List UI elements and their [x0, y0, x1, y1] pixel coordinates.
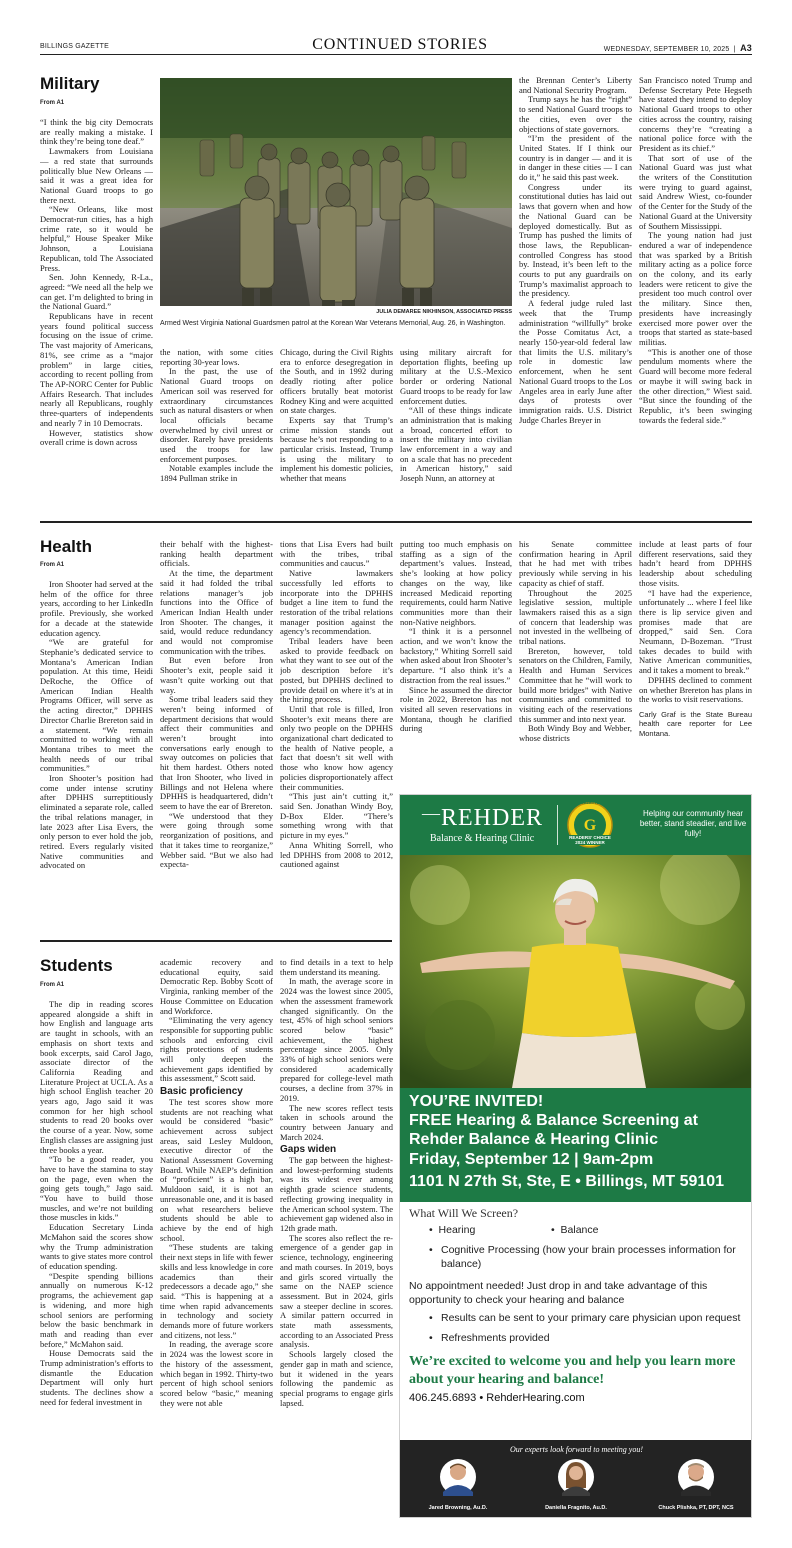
paragraph: academic recovery and educational equity, said Democratic Rep. Bobby Scott of Virginia, ranking member of the House Committee on Education and Workforce. — [160, 958, 273, 1016]
paragraph: Notable examples include the 1894 Pullman strike in — [160, 463, 273, 484]
health-col-3 — [280, 540, 393, 940]
screen-list — [429, 1223, 745, 1271]
paragraph: “All of these things indicate an administration that is making a broad, concerted effort to insert the military into civilian law enforcement in a way and on a scale that has no precedent in American history,” said Joseph Nunn, an attorney at — [400, 405, 512, 484]
avatar — [557, 1458, 595, 1498]
avatar — [677, 1458, 715, 1498]
paragraph: Until that role is filled, Iron Shooter’s exit means there are only two people on the DPHHS organizational chart dedicated to the health of Native people, a fact that doesn’t sit well with those who know how agency policies disproportionately affect their communities. — [280, 703, 393, 792]
paragraph: The young nation had just endured a war of independence that was sparked by a British military acting as a police force on the colony, and its early leaders were reticent to give the president too much control over the military. Since then, presidents have increasingly exercised more power over the troops that started as state-based militias. — [639, 230, 752, 347]
paragraph: include at least parts of four different reservations, said they hadn’t heard from DPHHS leadership about scheduling those visits. — [639, 540, 752, 588]
military-col-3 — [280, 348, 393, 508]
rehder-ad[interactable] — [399, 794, 752, 1518]
invite-line-2: FREE Hearing & Balance Screening at — [409, 1112, 698, 1129]
expert-card — [408, 1458, 508, 1511]
expert-name: Daniella Fragnito, Au.D. — [545, 1505, 607, 1511]
military-col-2 — [160, 348, 273, 508]
invite-address: 1101 N 27th St, Ste, E • Billings, MT 59101 — [409, 1173, 725, 1190]
contact-info[interactable]: 406.245.6893 • RehderHearing.com — [409, 1392, 585, 1404]
health-col-4 — [400, 540, 512, 788]
paragraph: “To be a good reader, you have to have the stamina to stay on the page, even when the going gets tough,” Jago said. “You have to build those muscles, and we’re not building those muscles in kids.” — [40, 1154, 153, 1223]
paragraph: Tribal leaders have been asked to provide feedback on what they want to see out of the job description before it’s posted, but DPHHS declined to provide detail on where it’s at in the hiring process. — [280, 636, 393, 705]
paragraph: Trump says he has the “right” to send National Guard troops to the cities, even over the objections of state governors. — [519, 94, 632, 134]
paragraph: Iron Shooter had served at the helm of the office for three years, according to her LinkedIn profile. Previously, she worked for a decade at the statewide education agency. — [40, 580, 153, 638]
paragraph: their behalf with the highest-ranking health department officials. — [160, 540, 273, 569]
paragraph: “Despite spending billions annually on numerous K-12 programs, the achievement gap is widening, and more high school seniors are performing below the basic benchmark in math and reading than ever before,” McMahon said. — [40, 1270, 153, 1349]
ad-banner — [400, 795, 752, 855]
invite-line-3: Rehder Balance & Hearing Clinic — [409, 1131, 658, 1148]
paragraph: That sort of use of the National Guard was just what the writers of the Constitution were trying to guard against, said Andrew Wiest, co-founder of the Center for the Study of the National Guard at the University of Southern Mississippi. — [639, 152, 752, 231]
header-page-number: A3 — [740, 43, 752, 53]
paragraph: The test scores show more students are not reaching what would be considered “basic” achievement across subject areas, said Lesley Muldoon, executive director of the National Assessment Governing Board. While NAEP’s definition of “proficient” is a high bar, Muldoon said, it is not an unreasonable one, and it is based on what researchers believe students should be able to achieve by the end of high school. — [160, 1096, 273, 1243]
paragraph: The gap between the highest- and lowest-performing students was its widest ever among eighth grade science students, reflecting growing inequality in the American school system. The achievement gap widened also in 12th grade math. — [280, 1155, 393, 1233]
paragraph: “I have had the experience, unfortunately ... where I feel like there is lip service given and promises made that are dropped,” said Sen. Cora Neumann, D-Bozeman. “Trust takes decades to build with Native American communities, and it takes a moment to break.” — [639, 587, 752, 676]
paragraph: Anna Whiting Sorrell, who led DPHHS from 2008 to 2012, cautioned against — [280, 839, 393, 870]
benefits-list — [429, 1311, 745, 1345]
paragraph: “This is another one of those pendulum moments where the Guard will become more federal or maybe it will swing back in the other direction,” Wiest said. “But since the founding of the Republic, it’s been swinging towards the federal side.” — [639, 346, 752, 425]
paragraph: Chicago, during the Civil Rights era to enforce desegregation in the South, and in 1992 during deadly rioting after police officers brutally beat motorist Rodney King and were acquitted on state charges. — [280, 348, 393, 416]
paragraph: Sen. John Kennedy, R-La., agreed: “We need all the help we can get. I’m delighted to bring in the National Guard.” — [40, 272, 153, 312]
benefit-item: • Results can be sent to your primary care physician upon request — [429, 1311, 745, 1325]
expert-card — [644, 1458, 748, 1511]
badge-mid: READERS’ CHOICE — [569, 835, 611, 840]
health-title: Health — [40, 537, 92, 556]
paragraph: “This just ain’t cutting it,” said Sen. Jonathan Windy Boy, D-Box Elder. “There’s something wrong with that picture in my eyes.” — [280, 791, 393, 841]
subhead-basic-proficiency: Basic proficiency — [160, 1086, 243, 1098]
guardsmen-photo-illustration — [160, 78, 512, 306]
paragraph: Schools largely closed the gender gap in math and science, but it widened in the years following the pandemic as special programs to engage girls lapsed. — [280, 1349, 393, 1408]
paragraph: “We understood that they were going through some reorganization of positions, and that it takes time to reorganize,” Webber said. “But we also had expecta- — [160, 810, 273, 870]
header-date-text: WEDNESDAY, SEPTEMBER 10, 2025 — [603, 46, 730, 53]
health-col-2 — [160, 540, 273, 940]
paragraph: The scores also reflect the re-emergence of a gender gap in science, technology, engineering and math courses. In 2019, boys and girls scored virtually the same on the NAEP science assessment. But in 2024, girls saw a steeper decline in scores. A similar pattern occurred in state math assessments, according to an Associated Press analysis. — [280, 1232, 393, 1350]
badge-top: GAZETTE — [580, 800, 600, 805]
paragraph: his Senate committee confirmation hearing in April that he had met with tribes previously while serving in his capacity as chief of staff. — [519, 540, 632, 588]
welcome-message: We’re excited to welcome you and help you learn more about your hearing and balance! — [409, 1354, 736, 1387]
screen-row-1 — [429, 1223, 745, 1238]
screen-item: • Balance — [551, 1224, 599, 1236]
paragraph: the nation, with some cities reporting 30-year lows. — [160, 348, 273, 367]
paragraph: San Francisco noted Trump and Defense Secretary Pete Hegseth have stated they intend to deploy National Guard troops to other cities across the country, raising concerns they’re “creating a national police force with the President as its chief.” — [639, 76, 752, 153]
screen-item-text: Balance — [560, 1224, 599, 1236]
paragraph: Republicans have in recent years found political success focusing on the issue of crime. The vast majority of Americans, 81%, see crime as a “major problem” in large cities, according to recent polling from The AP-NORC Center for Public Affairs Research. That includes nearly all Republicans, roughly three-quarters of independents and nearly 7 in 10 Democrats. — [40, 311, 153, 428]
header-section-title: CONTINUED STORIES — [312, 36, 488, 53]
banner-divider — [557, 805, 558, 845]
paragraph: “I think it is a personnel action, and we won’t know the backstory,” Whiting Sorrell said when asked about Iron Shooter’s departure. “I also think it’s a distraction from the real issues.” — [400, 626, 512, 685]
header-date: WEDNESDAY, SEPTEMBER 10, 2025 | A3 — [603, 43, 752, 53]
paragraph: “New Orleans, like most Democrat-run cities, has a high crime rate, so it would be helpful,” House Speaker Mike Johnson, a Louisiana Republican, told The Associated Press. — [40, 204, 153, 273]
invite-headline: YOU’RE INVITED! — [409, 1093, 544, 1110]
military-photo — [160, 78, 512, 306]
screen-item-text: Cognitive Processing (how your brain processes information for balance) — [441, 1244, 736, 1270]
paragraph: However, statistics show overall crime is down across — [40, 427, 153, 448]
paragraph: “I’m the president of the United States. If I think our country is in danger — and it is in danger in these cities — I can do it,” he said this past week. — [519, 133, 632, 183]
screen-row-2: • Cognitive Processing (how your brain processes information for balance) — [429, 1243, 745, 1271]
svg-text:G: G — [583, 817, 597, 834]
ad-brand: REHDER — [441, 805, 543, 831]
paragraph: “We are grateful for Stephanie’s dedicated service to Montana’s American Indian population. At this time, Heidi DeRoche, the Office of American Indian Health Programs Officer, will serve as the acting director,” DPHHS Director Charlie Brereton said in a statement. “We remain committed to working with all Montana tribes to meet the health needs of our tribal communities.” — [40, 637, 153, 774]
expert-card — [526, 1458, 626, 1511]
paragraph: Throughout the 2025 legislative session, multiple lawmakers raised this as a sign of concern that leadership was not invested in the wellbeing of tribal nations. — [519, 587, 632, 647]
paragraph: the Brennan Center’s Liberty and National Security Program. — [519, 76, 632, 95]
paragraph: A federal judge ruled last week that the Trump administration “willfully” broke the Posse Comitatus Act, a nearly 150-year-old federal law that limits the U.S. military’s role in domestic law enforcement, when he sent National Guard troops to the Los Angeles area in early June after days of protests over immigration raids. U.S. District Judge Charles Breyer in — [519, 298, 632, 425]
woman-balancing-photo-illustration — [400, 855, 752, 1088]
paragraph: using military aircraft for deportation flights, beefing up military at the U.S.-Mexico border or ordering National Guard troops to be ready for law enforcement duties. — [400, 348, 512, 406]
header-publication: BILLINGS GAZETTE — [40, 43, 109, 50]
paragraph: Native lawmakers successfully led efforts to incorporate into the DPHHS budget a line item to fund the restoration of the tribal relations manager position against the agency’s recommendation. — [280, 568, 393, 637]
paragraph: putting too much emphasis on staffing as a sign of the department’s values. Instead, she’s looking at how policy changes on the way, like increased Medicaid reporting requirements, could harm Native communities more than their non-Native neighbors. — [400, 540, 512, 627]
benefit-item: • Refreshments provided — [429, 1331, 745, 1345]
ad-tagline: Helping our community hear better, stand steadier, and live fully! — [639, 809, 747, 838]
students-from: From A1 — [40, 982, 65, 988]
screen-question: What Will We Screen? — [409, 1206, 519, 1220]
paragraph: Experts say that Trump’s crime mission stands out because he’s not responding to a particular crisis. Instead, Trump is using the military to implement his domestic policies, whether that means — [280, 414, 393, 484]
experts-title: Our experts look forward to meeting you! — [509, 1445, 643, 1454]
benefit-text: Refreshments provided — [441, 1332, 550, 1344]
subhead-gaps-widen: Gaps widen — [280, 1144, 337, 1156]
paragraph: In the past, the use of National Guard troops on American soil was reserved for extraordinary circumstances such as natural disasters or when local officials became overwhelmed by civil unrest or disorder. Rarely have presidents used the troops for law enforcement purposes. — [160, 366, 273, 464]
military-from: From A1 — [40, 100, 65, 106]
paragraph: “These students are taking their next steps in life with fewer skills and less knowledge in core academics than their predecessors a decade ago,” she said. “This is happening at a time when rapid advancements in technology and society demands more of future workers and citizens, not less.” — [160, 1242, 273, 1340]
paragraph: In math, the average score in 2024 was the lowest since 2005, when the assessment framework changed significantly. On the test, 45% of high school seniors scored below “basic” achievement, the highest percentage since 2005. Only 33% of high school seniors were considered academically prepared for college-level math courses, a decline from 37% in 2019. — [280, 976, 393, 1103]
screen-item-text: Hearing — [438, 1224, 476, 1236]
paragraph: At the time, the department said it had folded the tribal relations manager’s job functions into the Office of American Indian Health under Iron Shooter. The changes, it said, would reduce redundancy and would not compromise communication with the tribes. — [160, 568, 273, 656]
health-from: From A1 — [40, 562, 65, 568]
paragraph: Brereton, however, told senators on the Children, Family, Health and Human Services Committee that he “will work to build more bridges” with Native communities and committed to visiting each of the reservations this summer and into next year. — [519, 645, 632, 724]
military-col-1 — [40, 118, 153, 508]
section-divider — [40, 940, 392, 942]
no-appointment-text: No appointment needed! Just drop in and take advantage of this opportunity to check your hearing and balance — [409, 1280, 708, 1306]
students-col-2 — [160, 958, 273, 1516]
badge-year: 2024 WINNER — [575, 840, 605, 845]
paragraph: Both Windy Boy and Webber, whose districts — [519, 723, 632, 744]
paragraph: to find details in a text to help them understand its meaning. — [280, 958, 393, 977]
badge-text — [562, 835, 618, 845]
photo-caption: Armed West Virginia National Guardsmen patrol at the Korean War Veterans Memorial, Aug. 26, in Washington. — [160, 320, 506, 327]
military-title: Military — [40, 74, 100, 93]
students-title: Students — [40, 956, 113, 975]
paragraph: But even before Iron Shooter’s exit, people said it wasn’t quite working out that way. — [160, 655, 273, 695]
paragraph: tions that Lisa Evers had built with the tribes, tribal communities and caucus.” — [280, 540, 393, 569]
section-divider — [40, 521, 752, 523]
paragraph: “Eliminating the very agency responsible for supporting public schools and enforcing civil rights protections of students will only deepen the achievement gaps identified by this assessment,” Scott said. — [160, 1015, 273, 1084]
photo-credit: JULIA DEMAREE NIKHINSON, ASSOCIATED PRESS — [376, 309, 512, 315]
military-col-4 — [400, 348, 512, 508]
screen-item: • Hearing — [429, 1224, 476, 1236]
health-byline: Carly Graf is the State Bureau health care reporter for Lee Montana. — [639, 709, 752, 738]
ad-screening-details — [409, 1205, 745, 1404]
military-col-5 — [519, 76, 632, 508]
paragraph: Lawmakers from Louisiana — a red state that surrounds politically blue New Orleans — said it was a great idea for National Guard troops to go there next. — [40, 146, 153, 205]
ad-experts — [400, 1440, 752, 1518]
paragraph: “I think the big city Democrats are really making a mistake. I think they’re being tone deaf.” — [40, 118, 153, 147]
ad-brand-sub: Balance & Hearing Clinic — [430, 833, 535, 844]
students-col-3 — [280, 958, 393, 1516]
invite-date: Friday, September 12 | 9am-2pm — [409, 1151, 654, 1168]
paragraph: Education Secretary Linda McMahon said the scores show why the Trump administration wants to give states more control of education spending. — [40, 1222, 153, 1271]
expert-name: Chuck Plishka, PT, DPT, NCS — [658, 1505, 734, 1511]
ad-photo — [400, 855, 752, 1088]
health-col-6 — [639, 540, 752, 788]
readers-choice-badge — [566, 801, 614, 849]
paragraph: The dip in reading scores appeared alongside a shift in how English and language arts are taught in schools, with an emphasis on short texts and book excerpts, said Carol Jago, associate director of the California Reading and Literature Project at UCLA. As a high school English teacher 20 years ago, Jago said it was common for her high school students to read 20 books over the course of a year. Now, some English classes are assigning just three books a year. — [40, 1000, 153, 1155]
expert-name: Jared Browning, Au.D. — [428, 1505, 488, 1511]
health-col-5 — [519, 540, 632, 788]
ad-brand-logo: —REHDER — [422, 803, 543, 831]
paragraph: Some tribal leaders said they weren’t being informed of department decisions that would affect their communities and weren’t brought into conversations early enough to sway outcomes on policies that hit them hardest. Others noted that Iron Shooter, who lived in Billings and not Helena where DPHHS is headquartered, didn’t seem to have the ear of Brereton. — [160, 694, 273, 811]
paragraph: The new scores reflect tests taken in schools around the country between January and March 2024. — [280, 1102, 393, 1142]
avatar — [439, 1458, 477, 1498]
paragraph: Congress under its constitutional duties has laid out laws that govern when and how the National Guard can be deployed domestically. But as Trump has pushed the limits of those laws, the Republican-controlled Congress has stood by. Instead, it’s been left to the courts to put any guardrails on Trump’s maximalist approach to the presidency. — [519, 181, 632, 299]
paragraph: House Democrats said the Trump administration’s efforts to dismantle the Education Department will only hurt students. The declines show a need for federal investment in — [40, 1348, 153, 1407]
paragraph: Since he assumed the director role in 2022, Brereton has not visited all seven reservations in Montana, though he clarified during — [400, 684, 512, 734]
military-col-6 — [639, 76, 752, 508]
paragraph: In reading, the average score in 2024 was the lowest score in the history of the assessment, which began in 1992. Thirty-two percent of high school seniors scored below “basic,” meaning they were not able — [160, 1339, 273, 1408]
health-col-1 — [40, 580, 153, 940]
paragraph: Iron Shooter’s position had come under intense scrutiny after DPHHS surreptitiously eliminated a separate role, called the tribal relations manager, in late 2023 after Lisa Evers, the only person to ever hold the job, retired. Evers regularly visited Native communities and advocated on — [40, 773, 153, 871]
students-col-1 — [40, 1000, 153, 1516]
benefit-text: Results can be sent to your primary care physician upon request — [441, 1312, 741, 1324]
paragraph: DPHHS declined to comment on whether Brereton has plans in the works to visit reservations. — [639, 674, 752, 705]
header-rule — [40, 54, 752, 55]
ad-invitation — [400, 1088, 752, 1202]
